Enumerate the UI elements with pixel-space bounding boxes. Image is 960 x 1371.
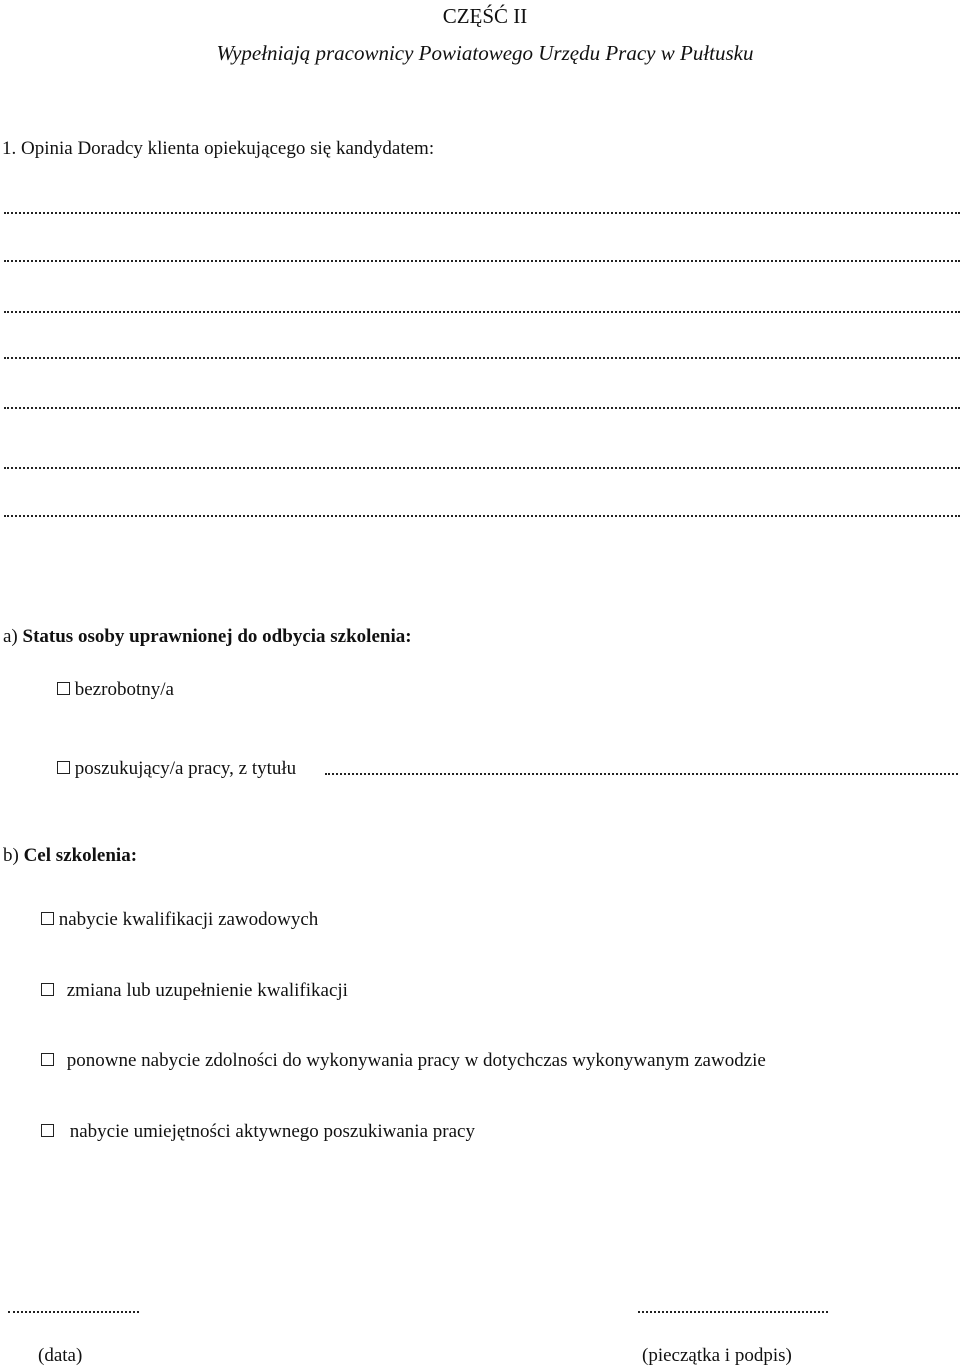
status-option-jobseeker[interactable] xyxy=(57,758,296,780)
opinion-line[interactable] xyxy=(4,260,960,262)
goal-heading-text: Cel szkolenia: xyxy=(23,845,138,866)
signature-field-line[interactable] xyxy=(638,1311,828,1313)
opinion-line[interactable] xyxy=(4,357,960,359)
status-heading-text: Status osoby uprawnionej do odbycia szkolenia: xyxy=(22,626,412,647)
option-label: ponowne nabycie zdolności do wykonywania pracy w dotychczas wykonywanym zawodzie xyxy=(66,1050,766,1071)
status-heading xyxy=(3,626,412,648)
goal-heading xyxy=(3,845,137,867)
date-field-line[interactable] xyxy=(8,1311,139,1313)
jobseeker-reason-line[interactable] xyxy=(325,773,958,775)
opinion-line[interactable] xyxy=(4,311,960,313)
goal-option-change[interactable] xyxy=(41,980,348,1002)
date-label: (data) xyxy=(38,1345,83,1366)
section-subtitle: Wypełniają pracownicy Powiatowego Urzędu Pracy w Pułtusku xyxy=(216,41,754,65)
option-label: nabycie umiejętności aktywnego poszukiwania pracy xyxy=(69,1121,475,1142)
option-label: nabycie kwalifikacji zawodowych xyxy=(58,909,319,930)
stamp-signature-label: (pieczątka i podpis) xyxy=(642,1345,792,1366)
option-label: bezrobotny/a xyxy=(74,679,174,700)
goal-option-jobsearch[interactable] xyxy=(41,1121,475,1143)
opinion-line[interactable] xyxy=(4,467,960,469)
checkbox[interactable] xyxy=(57,761,70,774)
goal-option-reacquire[interactable] xyxy=(41,1050,766,1072)
checkbox[interactable] xyxy=(41,912,54,925)
status-option-unemployed[interactable] xyxy=(57,679,174,701)
opinion-line[interactable] xyxy=(4,212,960,214)
checkbox[interactable] xyxy=(41,983,54,996)
opinion-line[interactable] xyxy=(4,407,960,409)
status-prefix: a) xyxy=(3,626,18,647)
opinion-line[interactable] xyxy=(4,515,960,517)
option-label: zmiana lub uzupełnienie kwalifikacji xyxy=(66,980,348,1001)
goal-prefix: b) xyxy=(3,845,19,866)
goal-option-qualifications[interactable] xyxy=(41,909,318,931)
option-label: poszukujący/a pracy, z tytułu xyxy=(74,758,297,779)
section-title: CZĘŚĆ II xyxy=(442,4,528,28)
checkbox[interactable] xyxy=(57,682,70,695)
opinion-label: 1. Opinia Doradcy klienta opiekującego się kandydatem: xyxy=(2,138,435,159)
checkbox[interactable] xyxy=(41,1053,54,1066)
checkbox[interactable] xyxy=(41,1124,54,1137)
